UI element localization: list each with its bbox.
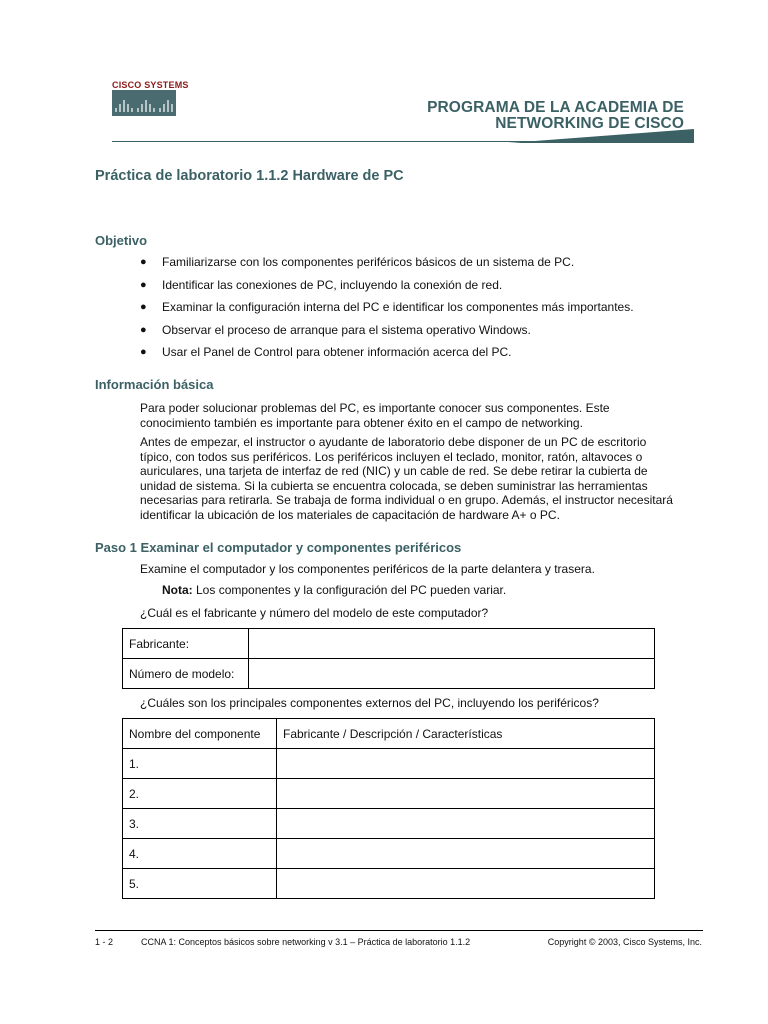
cisco-logo-icon	[112, 90, 178, 116]
step1-note	[162, 583, 702, 598]
model-answer-cell[interactable]	[249, 659, 655, 689]
table-row	[123, 749, 655, 779]
program-title	[427, 100, 684, 132]
answer-cell[interactable]	[277, 749, 655, 779]
cisco-logo-text: CISCO SYSTEMS	[112, 80, 189, 90]
row-number: 2.	[123, 779, 277, 809]
question-2: ¿Cuáles son los principales componentes externos del PC, incluyendo los periféricos?	[140, 696, 599, 710]
step1-heading: Paso 1 Examinar el computador y componentes periféricos	[95, 540, 462, 555]
question-1: ¿Cuál es el fabricante y número del modelo de este computador?	[140, 606, 489, 620]
row-number: 3.	[123, 809, 277, 839]
note-text: Los componentes y la configuración del PC pueden variar.	[192, 583, 507, 597]
row-number: 1.	[123, 749, 277, 779]
list-item: ● Examinar la configuración interna del PC e identificar los componentes más importantes.	[140, 300, 634, 314]
step1-intro: Examine el computador y los componentes periféricos de la parte delantera y trasera.	[140, 562, 595, 576]
program-title-line1: PROGRAMA DE LA ACADEMIA DE	[427, 99, 684, 116]
table-row	[123, 659, 655, 689]
page-title: Práctica de laboratorio 1.1.2 Hardware de PC	[95, 168, 404, 184]
background-heading: Información básica	[95, 377, 214, 392]
table-row	[123, 839, 655, 869]
footer-rule	[95, 930, 703, 931]
manufacturer-answer-cell[interactable]	[249, 629, 655, 659]
footer-course: CCNA 1: Conceptos básicos sobre networking v 3.1 – Práctica de laboratorio 1.1.2	[141, 937, 471, 947]
answer-cell[interactable]	[277, 809, 655, 839]
table-cell-label: Fabricante:	[123, 629, 249, 659]
answer-cell[interactable]	[277, 779, 655, 809]
table-row	[123, 809, 655, 839]
note-label: Nota:	[162, 583, 193, 597]
answer-cell[interactable]	[277, 839, 655, 869]
components-table	[122, 718, 655, 899]
page-number: 1 - 2	[95, 937, 114, 947]
background-paragraph-1: Para poder solucionar problemas del PC, es importante conocer sus componentes. Este conocimiento también es importante para obtener éxito en el campo de networking.	[140, 401, 610, 430]
table-header-row	[123, 719, 655, 749]
computer-info-table	[122, 628, 655, 689]
list-item: ● Usar el Panel de Control para obtener información acerca del PC.	[140, 345, 512, 359]
list-item: ● Observar el proceso de arranque para el sistema operativo Windows.	[140, 322, 531, 337]
objective-list	[140, 255, 700, 368]
table-row	[123, 869, 655, 899]
row-number: 4.	[123, 839, 277, 869]
footer-copyright: Copyright © 2003, Cisco Systems, Inc.	[547, 937, 702, 947]
row-number: 5.	[123, 869, 277, 899]
column-header: Nombre del componente	[123, 719, 277, 749]
program-title-line2: NETWORKING DE CISCO	[495, 115, 684, 132]
header-rule	[112, 129, 694, 143]
background-paragraph-2: Antes de empezar, el instructor o ayudante de laboratorio debe disponer de un PC de escritorio típico, con todos sus periféricos. Los periféricos incluyen el teclado, monitor, ratón, altavoces o auriculares, una tarjeta de interfaz de red (NIC) y un cable de red. Se debe retirar la cubierta de unidad de sistema. Si la cubierta se encuentra colocada, se deben suministrar las herramientas necesarias para retirarla. Se trabaja de forma individual o en grupo. Además, el instructor necesitará identificar la ubicación de los materiales de capacitación de hardware A+ o PC.	[140, 435, 673, 522]
objective-heading: Objetivo	[95, 233, 148, 248]
list-item: ● Identificar las conexiones de PC, incluyendo la conexión de red.	[140, 277, 503, 292]
answer-cell[interactable]	[277, 869, 655, 899]
list-item: ● Familiarizarse con los componentes periféricos básicos de un sistema de PC.	[140, 255, 575, 269]
table-cell-label: Número de modelo:	[123, 659, 249, 689]
column-header: Fabricante / Descripción / Características	[277, 719, 655, 749]
table-row	[123, 779, 655, 809]
table-row	[123, 629, 655, 659]
